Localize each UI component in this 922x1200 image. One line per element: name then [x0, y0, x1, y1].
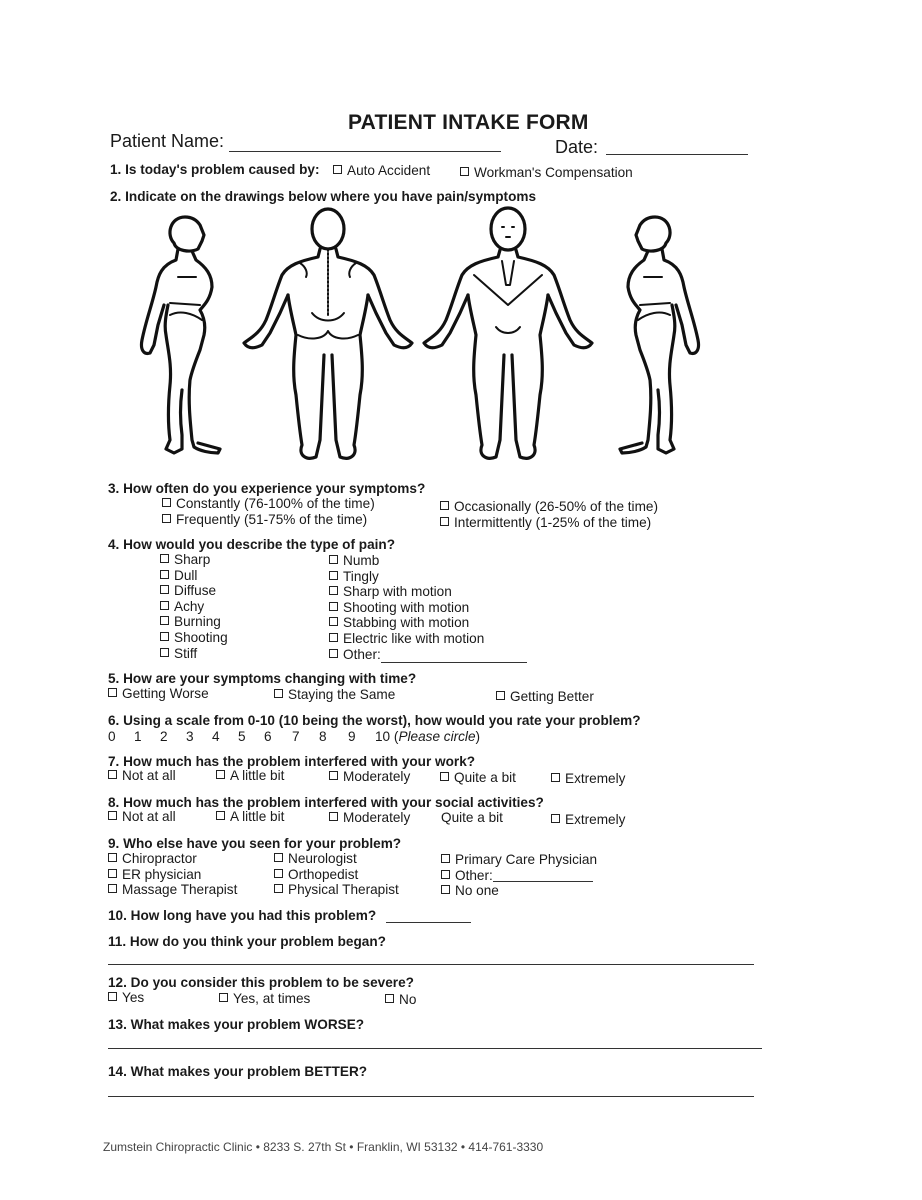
checkbox-icon[interactable]: [108, 884, 117, 893]
q11-question: 11. How do you think your problem began?: [108, 934, 386, 949]
q1-question: 1. Is today's problem caused by:: [110, 162, 320, 177]
q4-option-achy[interactable]: Achy: [160, 599, 228, 615]
q14-answer-field[interactable]: [108, 1096, 754, 1097]
footer-clinic-info: Zumstein Chiropractic Clinic • 8233 S. 27th St • Franklin, WI 53132 • 414-761-3330: [103, 1140, 544, 1154]
checkbox-icon[interactable]: [274, 884, 283, 893]
q4-option-stiff[interactable]: Stiff: [160, 646, 228, 662]
scale-0[interactable]: 0: [108, 729, 116, 744]
checkbox-icon[interactable]: [329, 617, 338, 626]
q3-option-frequently[interactable]: Frequently (51-75% of the time): [162, 512, 367, 527]
q9-other-field[interactable]: [493, 881, 593, 882]
checkbox-icon[interactable]: [274, 853, 283, 862]
checkbox-icon[interactable]: [274, 869, 283, 878]
form-title: PATIENT INTAKE FORM: [348, 111, 589, 134]
q9-option-no-one[interactable]: No one: [441, 883, 597, 899]
checkbox-icon[interactable]: [441, 854, 450, 863]
q4-option-numb[interactable]: Numb: [329, 553, 484, 569]
q3-option-intermittently[interactable]: Intermittently (1-25% of the time): [440, 515, 651, 530]
q11-answer-field[interactable]: [108, 964, 754, 965]
q9-option-chiropractor[interactable]: Chiropractor: [108, 851, 237, 867]
q9-column-2: [274, 851, 399, 898]
q7-option-moderately[interactable]: Moderately: [329, 769, 410, 784]
q6-scale: [108, 729, 480, 744]
q8-option-quite-a-bit[interactable]: Quite a bit: [441, 810, 503, 825]
checkbox-icon[interactable]: [160, 570, 169, 579]
checkbox-icon[interactable]: [160, 632, 169, 641]
q7-option-quite-a-bit[interactable]: Quite a bit: [440, 770, 516, 785]
checkbox-icon[interactable]: [108, 770, 117, 779]
checkbox-icon[interactable]: [329, 586, 338, 595]
checkbox-icon[interactable]: [108, 869, 117, 878]
checkbox-icon[interactable]: [216, 811, 225, 820]
checkbox-icon[interactable]: [329, 555, 338, 564]
q7-question: 7. How much has the problem interfered with your work?: [108, 754, 476, 769]
q12-question: 12. Do you consider this problem to be severe?: [108, 975, 414, 990]
q9-column-3: [441, 852, 597, 899]
q7-option-extremely[interactable]: Extremely: [551, 771, 625, 786]
q8-option-extremely[interactable]: Extremely: [551, 812, 625, 827]
checkbox-icon[interactable]: [329, 771, 338, 780]
q1-option-auto-accident[interactable]: Auto Accident: [333, 163, 430, 178]
checkbox-icon[interactable]: [162, 514, 171, 523]
checkbox-icon[interactable]: [551, 773, 560, 782]
checkbox-icon[interactable]: [440, 772, 449, 781]
q13-question: 13. What makes your problem WORSE?: [108, 1017, 365, 1032]
q4-left-column: [160, 552, 228, 661]
date-field[interactable]: [606, 154, 748, 155]
checkbox-icon[interactable]: [160, 616, 169, 625]
checkbox-icon[interactable]: [219, 993, 228, 1002]
checkbox-icon[interactable]: [329, 633, 338, 642]
checkbox-icon[interactable]: [441, 885, 450, 894]
scale-3[interactable]: 3: [186, 729, 194, 744]
checkbox-icon[interactable]: [441, 870, 450, 879]
q5-question: 5. How are your symptoms changing with time?: [108, 671, 417, 686]
checkbox-icon[interactable]: [551, 814, 560, 823]
checkbox-icon[interactable]: [108, 811, 117, 820]
scale-8[interactable]: 8: [319, 729, 327, 744]
q4-question: 4. How would you describe the type of pain?: [108, 537, 396, 552]
body-back-view-icon[interactable]: [244, 209, 412, 458]
checkbox-icon[interactable]: [160, 601, 169, 610]
q4-option-shooting[interactable]: Shooting: [160, 630, 228, 646]
q9-option-other[interactable]: Other:: [441, 868, 597, 884]
scale-7[interactable]: 7: [292, 729, 300, 744]
q4-option-diffuse[interactable]: Diffuse: [160, 583, 228, 599]
q9-option-physical-therapist[interactable]: Physical Therapist: [274, 882, 399, 898]
q12-option-no[interactable]: No: [385, 992, 416, 1007]
checkbox-icon[interactable]: [496, 691, 505, 700]
checkbox-icon[interactable]: [329, 649, 338, 658]
checkbox-icon[interactable]: [460, 167, 469, 176]
checkbox-icon[interactable]: [216, 770, 225, 779]
checkbox-icon[interactable]: [274, 689, 283, 698]
checkbox-icon[interactable]: [108, 992, 117, 1001]
q9-option-orthopedist[interactable]: Orthopedist: [274, 867, 399, 883]
q2-question: 2. Indicate on the drawings below where you have pain/symptoms: [110, 189, 537, 204]
q4-option-stabbing-with-motion[interactable]: Stabbing with motion: [329, 615, 484, 631]
body-diagram[interactable]: [130, 205, 720, 470]
q10-question: 10. How long have you had this problem?: [108, 908, 377, 923]
q9-option-er-physician[interactable]: ER physician: [108, 867, 237, 883]
patient-name-label: Patient Name:: [110, 131, 225, 151]
checkbox-icon[interactable]: [108, 688, 117, 697]
q6-question: 6. Using a scale from 0-10 (10 being the worst), how would you rate your problem?: [108, 713, 641, 728]
q6-note: (Please circle): [393, 729, 481, 744]
checkbox-icon[interactable]: [329, 812, 338, 821]
q4-option-other[interactable]: Other:: [329, 647, 484, 663]
checkbox-icon[interactable]: [162, 498, 171, 507]
q8-option-not-at-all[interactable]: Not at all: [108, 809, 176, 824]
q4-option-sharp[interactable]: Sharp: [160, 552, 228, 568]
checkbox-icon[interactable]: [108, 853, 117, 862]
q3-option-occasionally[interactable]: Occasionally (26-50% of the time): [440, 499, 658, 514]
q3-option-constantly[interactable]: Constantly (76-100% of the time): [162, 496, 375, 511]
body-side-view-right-icon[interactable]: [620, 217, 699, 453]
q13-answer-field[interactable]: [108, 1048, 762, 1049]
body-side-view-left-icon[interactable]: [141, 217, 220, 453]
scale-9[interactable]: 9: [348, 729, 356, 744]
q9-question: 9. Who else have you seen for your problem?: [108, 836, 402, 851]
q4-option-electric-with-motion[interactable]: Electric like with motion: [329, 631, 484, 647]
q4-option-dull[interactable]: Dull: [160, 568, 228, 584]
q12-option-yes[interactable]: Yes: [108, 990, 144, 1005]
scale-1[interactable]: 1: [134, 729, 142, 744]
q9-option-primary-care[interactable]: Primary Care Physician: [441, 852, 597, 868]
q9-option-massage-therapist[interactable]: Massage Therapist: [108, 882, 237, 898]
q7-option-not-at-all[interactable]: Not at all: [108, 768, 176, 783]
checkbox-icon[interactable]: [329, 571, 338, 580]
checkbox-icon[interactable]: [329, 602, 338, 611]
q5-option-getting-better[interactable]: Getting Better: [496, 689, 594, 704]
q4-option-sharp-with-motion[interactable]: Sharp with motion: [329, 584, 484, 600]
q4-right-column: [329, 553, 484, 662]
q4-option-shooting-with-motion[interactable]: Shooting with motion: [329, 600, 484, 616]
q9-option-neurologist[interactable]: Neurologist: [274, 851, 399, 867]
q8-option-moderately[interactable]: Moderately: [329, 810, 410, 825]
q9-column-1: [108, 851, 237, 898]
body-front-view-icon[interactable]: [424, 208, 592, 458]
checkbox-icon[interactable]: [440, 517, 449, 526]
q3-question: 3. How often do you experience your symptoms?: [108, 481, 426, 496]
scale-5[interactable]: 5: [238, 729, 246, 744]
checkbox-icon[interactable]: [160, 648, 169, 657]
q4-other-field[interactable]: [381, 662, 527, 663]
q4-option-burning[interactable]: Burning: [160, 614, 228, 630]
q12-option-yes-at-times[interactable]: Yes, at times: [219, 991, 310, 1006]
date-label: Date:: [555, 137, 599, 157]
q8-question: 8. How much has the problem interfered with your social activities?: [108, 795, 544, 810]
q14-question: 14. What makes your problem BETTER?: [108, 1064, 368, 1079]
scale-2[interactable]: 2: [160, 729, 168, 744]
checkbox-icon[interactable]: [160, 585, 169, 594]
q7-option-little-bit[interactable]: A little bit: [216, 768, 284, 783]
q10-answer-field[interactable]: [386, 922, 471, 923]
checkbox-icon[interactable]: [333, 165, 342, 174]
checkbox-icon[interactable]: [160, 554, 169, 563]
checkbox-icon[interactable]: [440, 501, 449, 510]
checkbox-icon[interactable]: [385, 994, 394, 1003]
q4-option-tingly[interactable]: Tingly: [329, 569, 484, 585]
q5-option-staying-same[interactable]: Staying the Same: [274, 687, 395, 702]
scale-4[interactable]: 4: [212, 729, 220, 744]
q5-option-getting-worse[interactable]: Getting Worse: [108, 686, 209, 701]
q8-option-little-bit[interactable]: A little bit: [216, 809, 284, 824]
q1-option-workmans-comp[interactable]: Workman's Compensation: [460, 165, 633, 180]
scale-6[interactable]: 6: [264, 729, 272, 744]
scale-10[interactable]: 10: [375, 729, 391, 744]
patient-name-field[interactable]: [229, 151, 501, 152]
